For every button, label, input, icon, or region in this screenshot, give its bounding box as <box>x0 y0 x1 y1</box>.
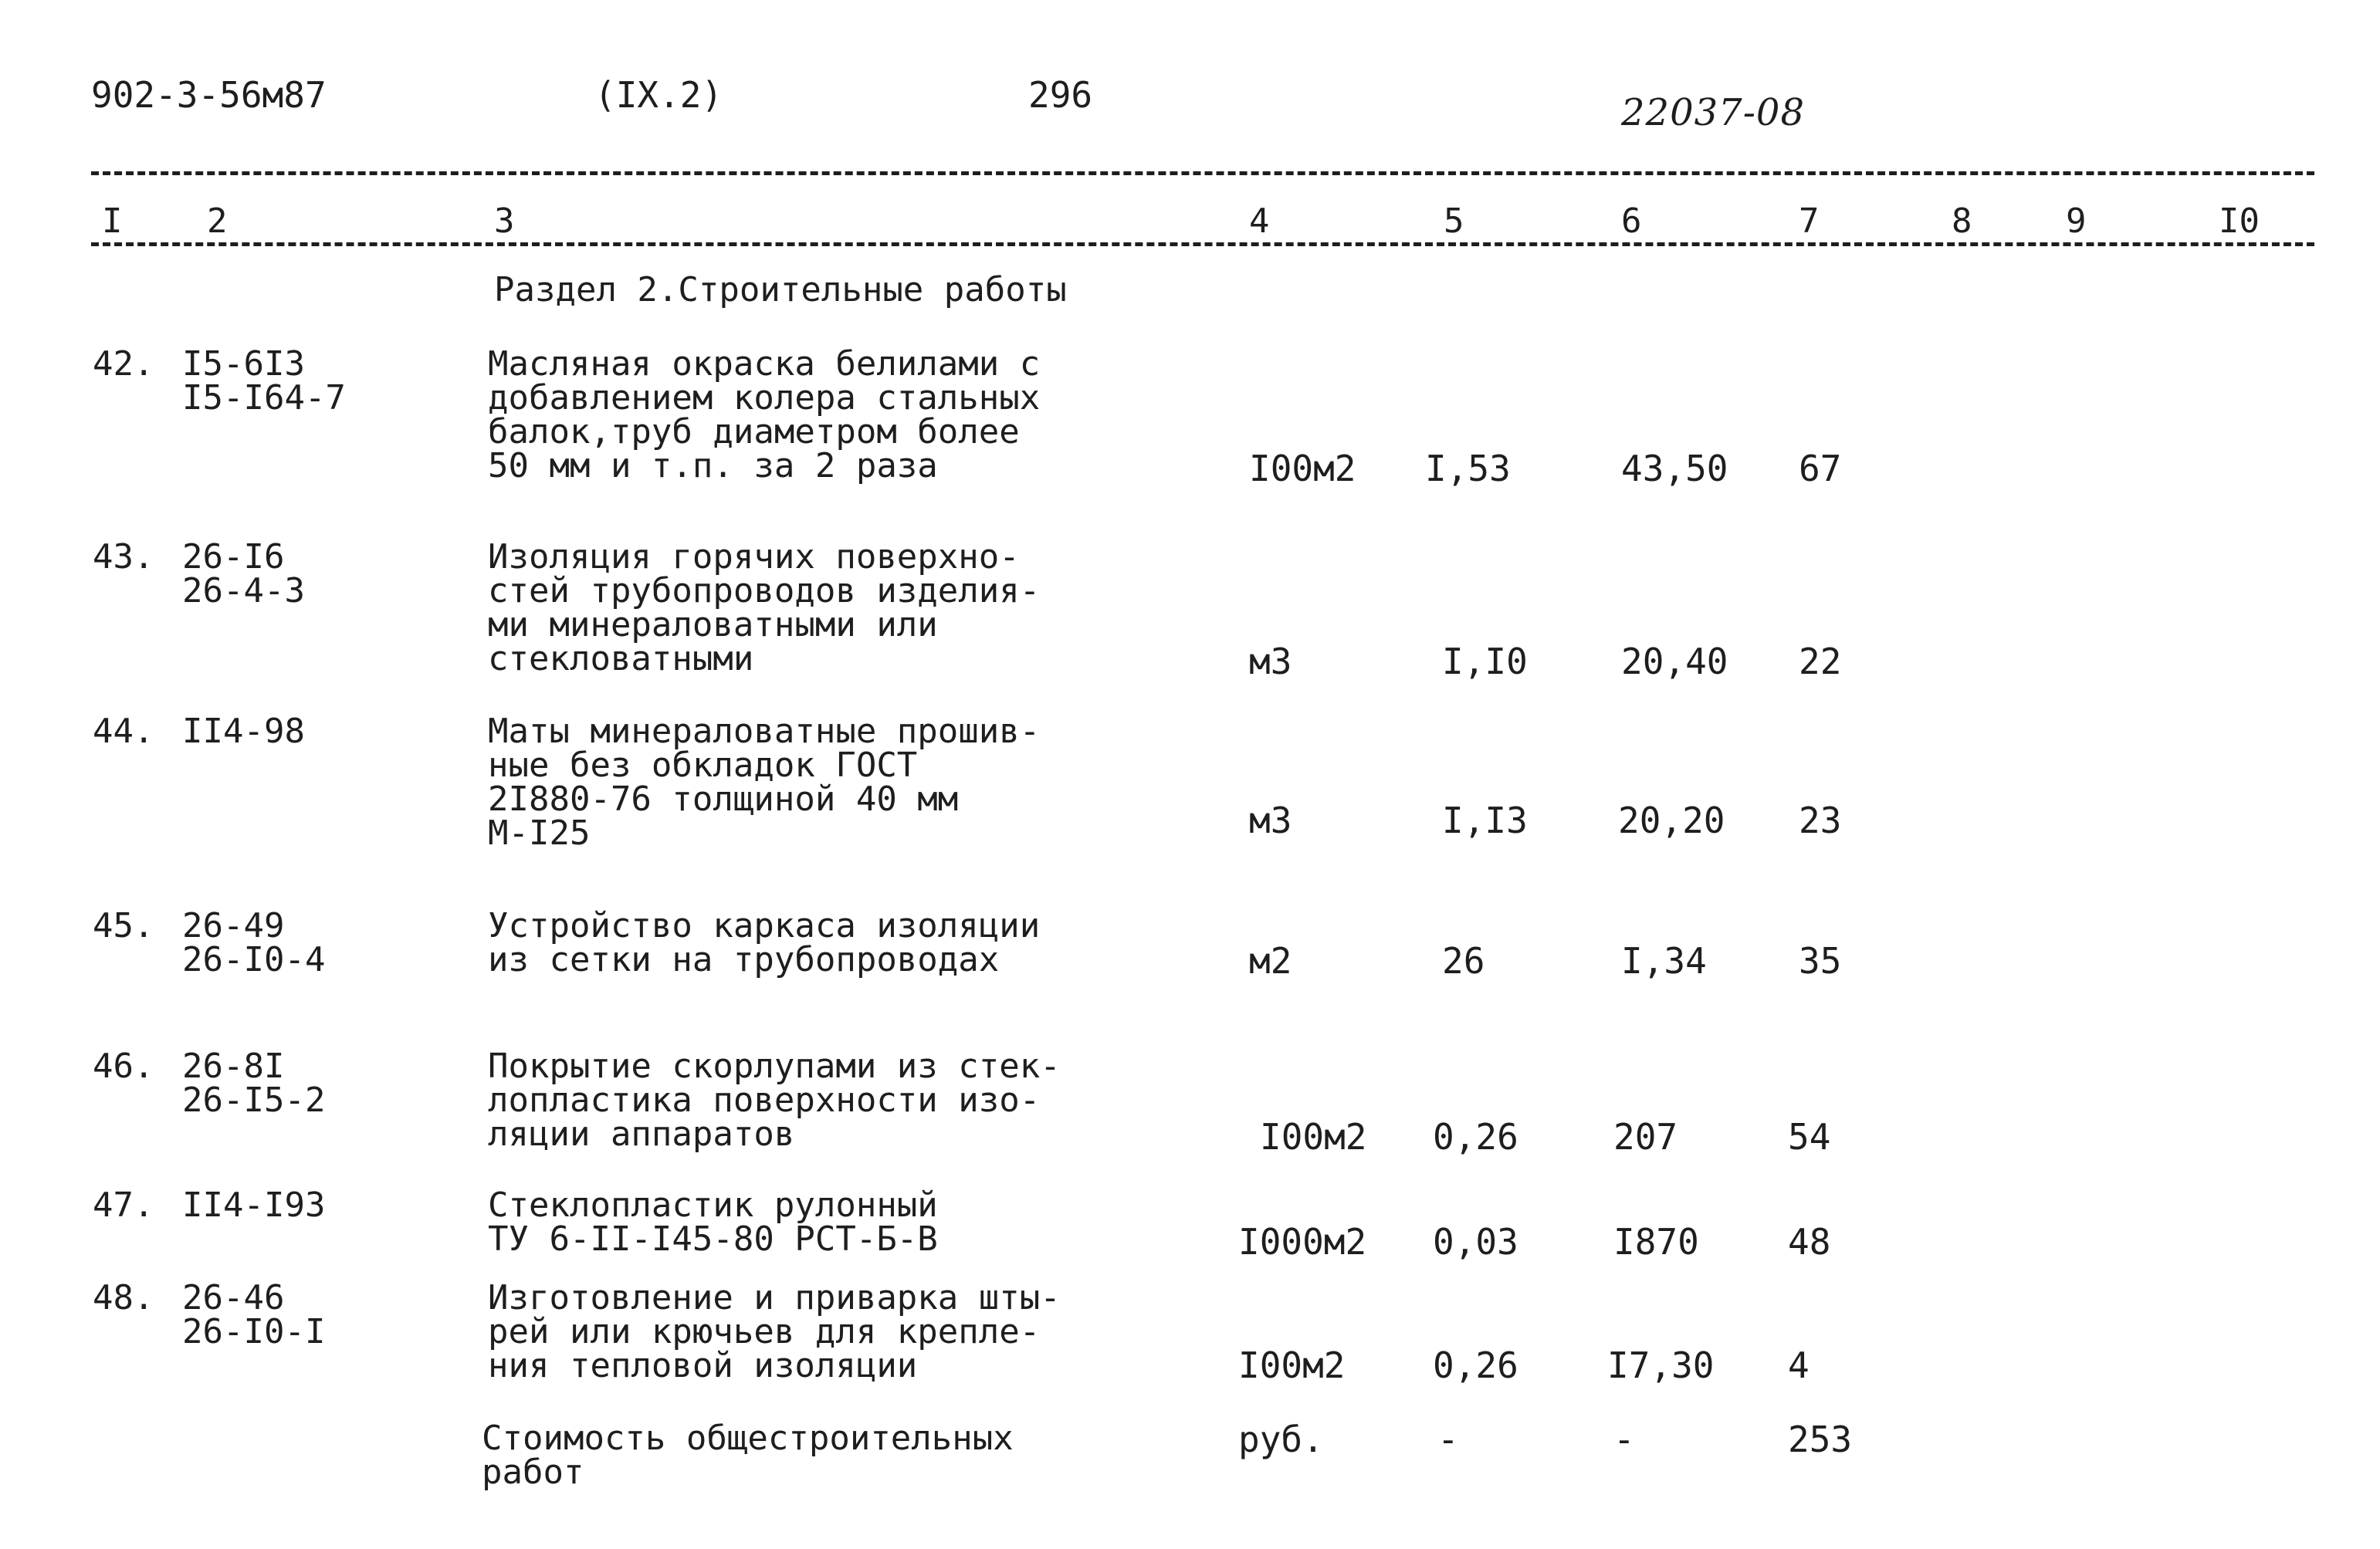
handwritten-stamp: 22037-08 <box>1621 91 1805 134</box>
row-total: 4 <box>1788 1344 1810 1386</box>
column-number: 2 <box>207 201 228 241</box>
row-description: Изоляция горячих поверхно- стей трубопроводов изделия- ми минераловатными или стекловатными <box>488 537 1041 678</box>
row-price: I7,30 <box>1607 1344 1715 1386</box>
row-number: 43. <box>93 537 154 577</box>
row-total: 35 <box>1799 940 1842 982</box>
column-number: 3 <box>494 201 515 241</box>
row-unit: I00м2 <box>1249 448 1356 489</box>
row-unit: м3 <box>1249 800 1292 841</box>
row-total: 23 <box>1799 800 1842 841</box>
row-codes: II4-I93 <box>182 1185 326 1225</box>
column-number: I0 <box>2219 201 2260 241</box>
column-number: 5 <box>1444 201 1464 241</box>
row-quantity: I,I0 <box>1442 641 1528 682</box>
summary-total: 253 <box>1788 1419 1853 1460</box>
row-unit: м2 <box>1249 940 1292 982</box>
row-unit: I000м2 <box>1238 1221 1367 1263</box>
top-dashed-rule <box>91 171 2314 175</box>
row-description: Устройство каркаса изоляции из сетки на трубопроводах <box>488 906 1041 979</box>
row-price: 43,50 <box>1621 448 1728 489</box>
row-price: 207 <box>1613 1116 1678 1158</box>
row-description: Покрытие скорлупами из стек- лопластика поверхности изо- ляции аппаратов <box>488 1047 1061 1154</box>
row-unit: I00м2 <box>1238 1344 1346 1386</box>
column-number: 7 <box>1799 201 1820 241</box>
column-number: 9 <box>2066 201 2087 241</box>
row-codes: 26-49 26-I0-4 <box>182 906 326 979</box>
row-unit: I00м2 <box>1260 1116 1367 1158</box>
row-price: I,34 <box>1621 940 1707 982</box>
row-total: 67 <box>1799 448 1842 489</box>
summary-unit: руб. <box>1238 1419 1324 1460</box>
row-price: 20,20 <box>1618 800 1725 841</box>
section-reference: (IX.2) <box>594 74 723 116</box>
column-number: 4 <box>1249 201 1270 241</box>
row-total: 22 <box>1799 641 1842 682</box>
row-total: 54 <box>1788 1116 1831 1158</box>
row-quantity: 0,03 <box>1433 1221 1518 1263</box>
row-codes: II4-98 <box>182 712 305 751</box>
row-quantity: 26 <box>1442 940 1485 982</box>
column-number: 8 <box>1952 201 1972 241</box>
row-number: 46. <box>93 1047 154 1086</box>
row-quantity: I,53 <box>1425 448 1511 489</box>
row-codes: I5-6I3 I5-I64-7 <box>182 344 346 418</box>
row-number: 42. <box>93 344 154 384</box>
row-codes: 26-46 26-I0-I <box>182 1278 326 1351</box>
row-codes: 26-I6 26-4-3 <box>182 537 305 610</box>
page-number: 296 <box>1028 74 1093 116</box>
row-unit: м3 <box>1249 641 1292 682</box>
row-description: Стеклопластик рулонный ТУ 6-II-I45-80 РСТ-Б-В <box>488 1185 938 1259</box>
row-description: Масляная окраска белилами с добавлением колера стальных балок,труб диаметром более 50 мм и т.п. за 2 раза <box>488 344 1041 485</box>
row-description: Изготовление и приварка шты- рей или крючьев для крепле- ния тепловой изоляции <box>488 1278 1061 1385</box>
row-price: I870 <box>1613 1221 1699 1263</box>
row-total: 48 <box>1788 1221 1831 1263</box>
column-header-dashed-rule <box>91 242 2314 246</box>
row-number: 44. <box>93 712 154 751</box>
column-number: 6 <box>1621 201 1642 241</box>
row-price: 20,40 <box>1621 641 1728 682</box>
row-quantity: 0,26 <box>1433 1116 1518 1158</box>
section-title: Раздел 2.Строительные работы <box>494 270 1067 309</box>
row-quantity: I,I3 <box>1442 800 1528 841</box>
row-number: 45. <box>93 906 154 945</box>
summary-description: Стоимость общестроительных работ <box>482 1419 1014 1492</box>
row-description: Маты минераловатные прошив- ные без обкладок ГОСТ 2I880-76 толщиной 40 мм М-I25 <box>488 712 1041 853</box>
summary-price: - <box>1613 1419 1635 1460</box>
column-number: I <box>102 201 123 241</box>
document-code: 902-3-56м87 <box>91 74 327 116</box>
row-codes: 26-8I 26-I5-2 <box>182 1047 326 1120</box>
row-number: 48. <box>93 1278 154 1317</box>
row-number: 47. <box>93 1185 154 1225</box>
row-quantity: 0,26 <box>1433 1344 1518 1386</box>
summary-quantity: - <box>1437 1419 1459 1460</box>
